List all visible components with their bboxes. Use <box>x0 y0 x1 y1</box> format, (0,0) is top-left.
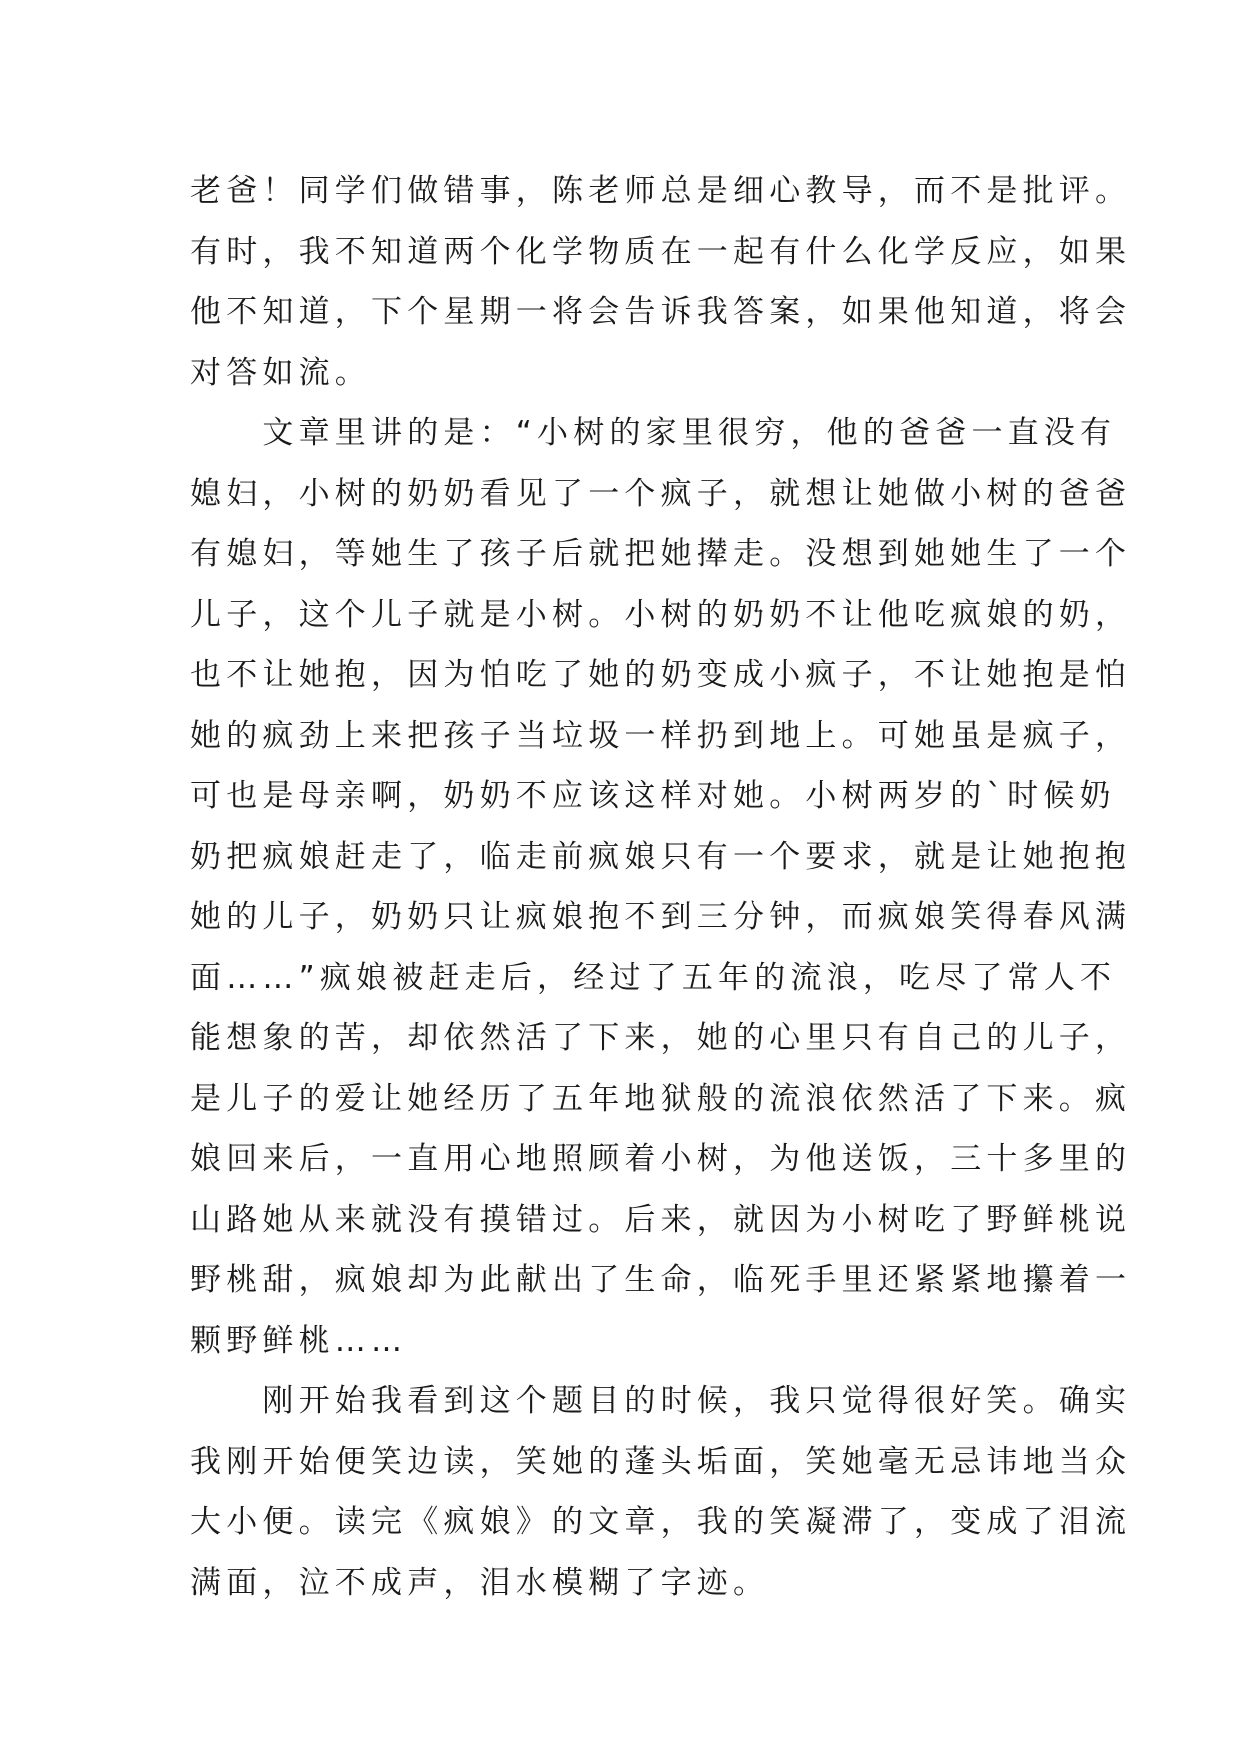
text-line: 老爸！同学们做错事，陈老师总是细心教导，而不是批评。 <box>190 173 1132 209</box>
text-line: 有时，我不知道两个化学物质在一起有什么化学反应，如果 <box>190 233 1132 270</box>
text-line: 也不让她抱，因为怕吃了她的奶变成小疯子，不让她抱是怕 <box>190 657 1132 693</box>
text-line: 她的疯劲上来把孩子当垃圾一样扔到地上。可她虽是疯子， <box>190 717 1132 754</box>
text-line: 是儿子的爱让她经历了五年地狱般的流浪依然活了下来。疯 <box>190 1080 1132 1117</box>
body-text <box>190 161 1132 1613</box>
text-line: 山路她从来就没有摸错过。后来，就因为小树吃了野鲜桃说 <box>190 1201 1132 1238</box>
text-line: 娘回来后，一直用心地照顾着小树，为他送饭，三十多里的 <box>190 1141 1132 1177</box>
text-line: 文章里讲的是：“小树的家里很穷，他的爸爸一直没有 <box>190 415 1117 451</box>
text-line: 能想象的苦，却依然活了下来，她的心里只有自己的儿子， <box>190 1020 1132 1056</box>
text-line: 大小便。读完《疯娘》的文章，我的笑凝滞了，变成了泪流 <box>190 1504 1132 1540</box>
text-line: 颗野鲜桃…… <box>190 1322 408 1359</box>
text-line: 有媳妇，等她生了孩子后就把她撵走。没想到她她生了一个 <box>190 536 1132 572</box>
text-line: 对答如流。 <box>190 354 371 391</box>
text-line: 儿子，这个儿子就是小树。小树的奶奶不让他吃疯娘的奶， <box>190 596 1132 633</box>
text-line: 可也是母亲啊，奶奶不应该这样对她。小树两岁的`时候奶 <box>190 778 1116 814</box>
text-line: 他不知道，下个星期一将会告诉我答案，如果他知道，将会 <box>190 294 1132 330</box>
text-line: 奶把疯娘赶走了，临走前疯娘只有一个要求，就是让她抱抱 <box>190 838 1132 875</box>
text-line: 刚开始我看到这个题目的时候，我只觉得很好笑。确实 <box>190 1383 1132 1419</box>
text-line: 媳妇，小树的奶奶看见了一个疯子，就想让她做小树的爸爸 <box>190 475 1132 512</box>
text-line: 面……”疯娘被赶走后，经过了五年的流浪，吃尽了常人不 <box>190 959 1117 996</box>
text-line: 她的儿子，奶奶只让疯娘抱不到三分钟，而疯娘笑得春风满 <box>190 899 1132 935</box>
text-line: 我刚开始便笑边读，笑她的蓬头垢面，笑她毫无忌讳地当众 <box>190 1443 1132 1480</box>
text-line: 野桃甜，疯娘却为此献出了生命，临死手里还紧紧地攥着一 <box>190 1262 1132 1298</box>
text-line: 满面，泣不成声，泪水模糊了字迹。 <box>190 1564 770 1601</box>
